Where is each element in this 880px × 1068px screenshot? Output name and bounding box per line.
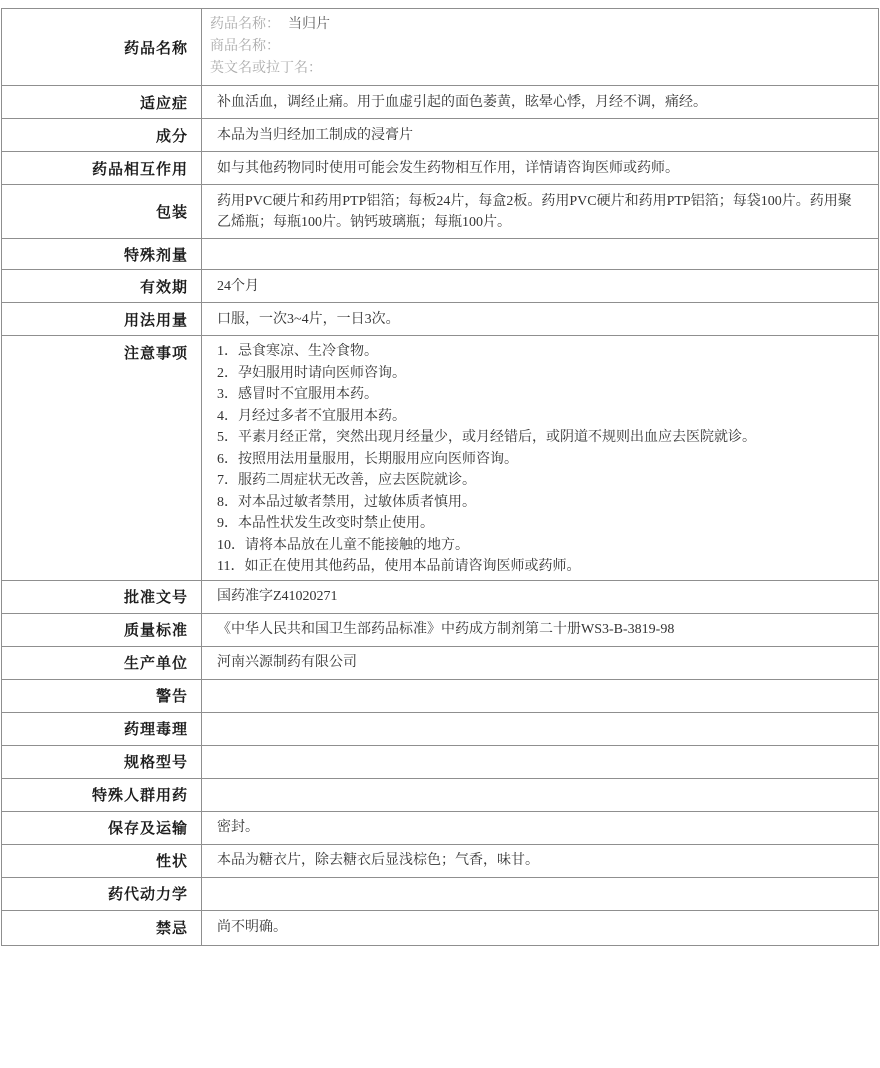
name-line-value: 当归片: [288, 17, 330, 32]
row-label: 注意事项: [2, 336, 202, 581]
table-row-dosage-administration: [2, 303, 879, 336]
drug-info-table: [1, 8, 879, 946]
row-label: 药品相互作用: [2, 152, 202, 185]
table-row-drug-interactions: [2, 152, 879, 185]
row-content: [202, 239, 879, 270]
row-label: 保存及运输: [2, 811, 202, 844]
row-label: 生产单位: [2, 646, 202, 679]
row-content: 24个月: [202, 270, 879, 303]
precaution-item: 1．忌食寒凉、生冷食物。: [217, 344, 378, 359]
precaution-item: 10．请将本品放在儿童不能接触的地方。: [217, 537, 469, 553]
name-line: [210, 14, 864, 36]
row-content: [202, 336, 879, 581]
row-content: 口服，一次3~4片，一日3次。: [202, 303, 879, 336]
table-row-special-dosage: [2, 239, 879, 270]
row-label: 禁忌: [2, 910, 202, 945]
row-label: 规格型号: [2, 745, 202, 778]
row-label: 药代动力学: [2, 877, 202, 910]
name-line-key: 英文名或拉丁名：: [210, 61, 322, 76]
name-line: [210, 58, 864, 80]
table-row-special-populations: [2, 778, 879, 811]
table-row-pharmacokinetics: [2, 877, 879, 910]
table-row-approval-number: [2, 580, 879, 613]
drug-info-sheet: [1, 8, 879, 946]
row-content: 国药准字Z41020271: [202, 580, 879, 613]
row-label: 特殊人群用药: [2, 778, 202, 811]
row-content: [202, 712, 879, 745]
table-row-specification-model: [2, 745, 879, 778]
row-label: 药品名称: [2, 9, 202, 86]
row-content: 密封。: [202, 811, 879, 844]
row-label: 警告: [2, 679, 202, 712]
precaution-item: 7．服药二周症状无改善，应去医院就诊。: [217, 473, 476, 488]
drug-table-body: [2, 9, 879, 946]
row-content: [202, 9, 879, 86]
table-row-drug-name: [2, 9, 879, 86]
table-row-indications: [2, 86, 879, 119]
row-label: 药理毒理: [2, 712, 202, 745]
row-content: 《中华人民共和国卫生部药品标准》中药成方制剂第二十册WS3-B-3819-98: [202, 613, 879, 646]
precaution-item: 5．平素月经正常，突然出现月经量少，或月经错后，或阴道不规则出血应去医院就诊。: [217, 430, 756, 445]
row-content: 药用PVC硬片和药用PTP铝箔；每板24片，每盒2板。药用PVC硬片和药用PTP铝箔；每袋100片。药用聚乙烯瓶；每瓶100片。钠钙玻璃瓶；每瓶100片。: [202, 185, 879, 239]
row-content: 补血活血，调经止痛。用于血虚引起的面色萎黄，眩晕心悸，月经不调，痛经。: [202, 86, 879, 119]
row-content: 本品为当归经加工制成的浸膏片: [202, 119, 879, 152]
table-row-composition: [2, 119, 879, 152]
row-content: 本品为糖衣片，除去糖衣后显浅棕色；气香，味甘。: [202, 844, 879, 877]
precaution-item: 2．孕妇服用时请向医师咨询。: [217, 365, 406, 381]
table-row-pharmacology-toxicology: [2, 712, 879, 745]
table-row-manufacturer: [2, 646, 879, 679]
name-line-key: 商品名称：: [210, 39, 280, 54]
row-label: 用法用量: [2, 303, 202, 336]
table-row-packaging: [2, 185, 879, 239]
row-label: 适应症: [2, 86, 202, 119]
row-content: [202, 679, 879, 712]
row-label: 特殊剂量: [2, 239, 202, 270]
row-content: 如与其他药物同时使用可能会发生药物相互作用，详情请咨询医师或药师。: [202, 152, 879, 185]
row-content: [202, 778, 879, 811]
row-content: 河南兴源制药有限公司: [202, 646, 879, 679]
table-row-precautions: [2, 336, 879, 581]
precaution-item: 9．本品性状发生改变时禁止使用。: [217, 516, 434, 531]
row-label: 包装: [2, 185, 202, 239]
row-content: 尚不明确。: [202, 910, 879, 945]
row-label: 成分: [2, 119, 202, 152]
precaution-item: 4．月经过多者不宜服用本药。: [217, 408, 406, 424]
table-row-contraindications: [2, 910, 879, 945]
table-row-properties: [2, 844, 879, 877]
row-label: 批准文号: [2, 580, 202, 613]
precaution-item: 8．对本品过敏者禁用，过敏体质者慎用。: [217, 494, 476, 510]
row-label: 质量标准: [2, 613, 202, 646]
row-content: [202, 877, 879, 910]
table-row-warnings: [2, 679, 879, 712]
precaution-item: 6．按照用法用量服用，长期服用应向医师咨询。: [217, 451, 518, 467]
row-content: [202, 745, 879, 778]
precaution-item: 3．感冒时不宜服用本药。: [217, 387, 378, 402]
table-row-quality-standard: [2, 613, 879, 646]
name-line: [210, 36, 864, 58]
row-label: 性状: [2, 844, 202, 877]
table-row-storage-transport: [2, 811, 879, 844]
precaution-item: 11．如正在使用其他药品，使用本品前请咨询医师或药师。: [217, 559, 581, 574]
table-row-shelf-life: [2, 270, 879, 303]
name-line-key: 药品名称：: [210, 17, 280, 32]
row-label: 有效期: [2, 270, 202, 303]
